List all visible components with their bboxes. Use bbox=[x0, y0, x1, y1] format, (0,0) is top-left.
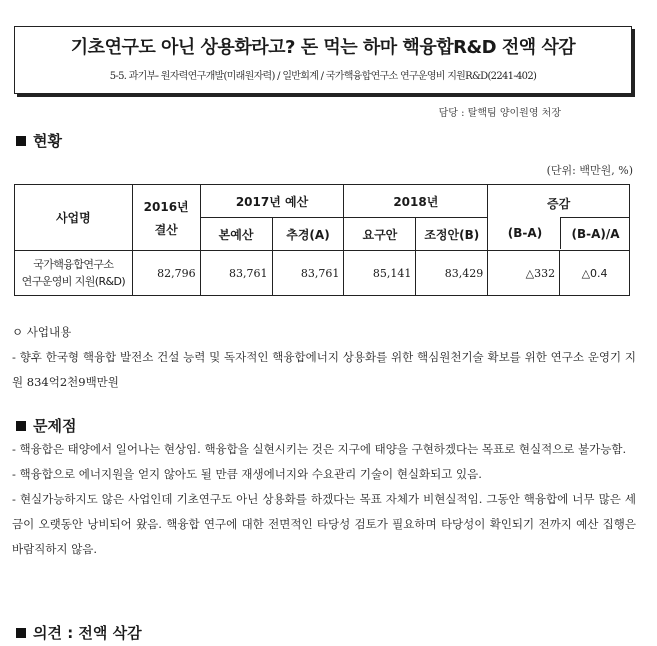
header-2018-adjusted: 조정안(B) bbox=[416, 218, 488, 251]
cell-change-abs: △332 bbox=[488, 251, 560, 296]
problem-item: - 현실가능하지도 않은 사업인데 기초연구도 아닌 상용화를 하겠다는 목표 자체가 비현실적임. 그동안 핵융합에 너무 많은 세금이 오랫동안 낭비되어 왔음. 핵융합 연구에 대한 전면적인 타당성 검토가 필요하며 타당성이 확인되기 전까지 예산 집행은 바람직하지 않음. bbox=[12, 492, 636, 556]
section-status-title: 현황 bbox=[33, 132, 62, 150]
header-change-pct: (B-A)/A bbox=[560, 217, 630, 249]
header-2017-main: 본예산 bbox=[200, 218, 272, 251]
header-change-label: 증감 bbox=[547, 197, 571, 211]
cell-2017-main: 83,761 bbox=[200, 251, 272, 296]
header-2018-request: 요구안 bbox=[344, 218, 416, 251]
section-opinion-title: 의견 : 전액 삭감 bbox=[33, 624, 142, 642]
cell-change-pct: △0.4 bbox=[560, 251, 630, 296]
cell-project-name bbox=[15, 251, 133, 296]
header-2016-settlement: 결산 bbox=[154, 222, 178, 237]
document-title: 기초연구도 아닌 상용화라고? 돈 먹는 하마 핵융합R&D 전액 삭감 bbox=[70, 37, 576, 58]
square-bullet-icon bbox=[16, 421, 26, 431]
cell-2017-supp: 83,761 bbox=[272, 251, 344, 296]
cell-2018-request: 85,141 bbox=[344, 251, 416, 296]
title-box bbox=[14, 26, 632, 94]
header-2016-year: 2016년 bbox=[143, 199, 189, 214]
project-name-line1: 국가핵융합연구소 bbox=[33, 258, 114, 271]
square-bullet-icon bbox=[16, 136, 26, 146]
header-project: 사업명 bbox=[15, 185, 133, 251]
header-change-abs: (B-A) bbox=[507, 226, 543, 240]
header-2017: 2017년 예산 bbox=[200, 185, 344, 218]
header-2017-supp: 추경(A) bbox=[272, 218, 344, 251]
table-row bbox=[15, 251, 630, 296]
header-2016 bbox=[132, 185, 200, 251]
table-header-row bbox=[15, 185, 630, 218]
unit-label: (단위: 백만원, %) bbox=[546, 164, 633, 177]
content-block bbox=[12, 320, 636, 395]
content-text: - 향후 한국형 핵융합 발전소 건설 능력 및 독자적인 핵융합에너지 상용화를 위한 핵심원천기술 확보를 위한 연구소 운영기 지원 834억2천9백만원 bbox=[12, 350, 636, 389]
square-bullet-icon bbox=[16, 628, 26, 638]
document-subtitle: 5-5. 과기부- 원자력연구개발(미래원자력) / 일반회계 / 국가핵융합연구소 연구운영비 지원R&D(2241-402) bbox=[109, 71, 537, 82]
problems-list bbox=[12, 437, 636, 562]
cell-2018-adjusted: 83,429 bbox=[416, 251, 488, 296]
cell-2016: 82,796 bbox=[132, 251, 200, 296]
content-label: ㅇ 사업내용 bbox=[12, 325, 72, 339]
section-opinion bbox=[16, 622, 142, 643]
change-subheaders bbox=[490, 217, 630, 249]
section-problems-title: 문제점 bbox=[33, 417, 77, 435]
project-name-line2: 연구운영비 지원(R&D) bbox=[21, 275, 126, 288]
problem-item: - 핵융합은 태양에서 일어나는 현상임. 핵융합을 실현시키는 것은 지구에 태양을 구현하겠다는 목표로 현실적으로 불가능함. bbox=[12, 442, 627, 456]
problem-item: - 핵융합으로 에너지원을 얻지 않아도 될 만큼 재생에너지와 수요관리 기술이 현실화되고 있음. bbox=[12, 467, 482, 481]
header-2018: 2018년 bbox=[344, 185, 488, 218]
section-status bbox=[16, 130, 62, 151]
section-problems bbox=[16, 415, 76, 436]
manager-label: 담당 : 탈핵팀 양이원영 처장 bbox=[438, 108, 561, 119]
